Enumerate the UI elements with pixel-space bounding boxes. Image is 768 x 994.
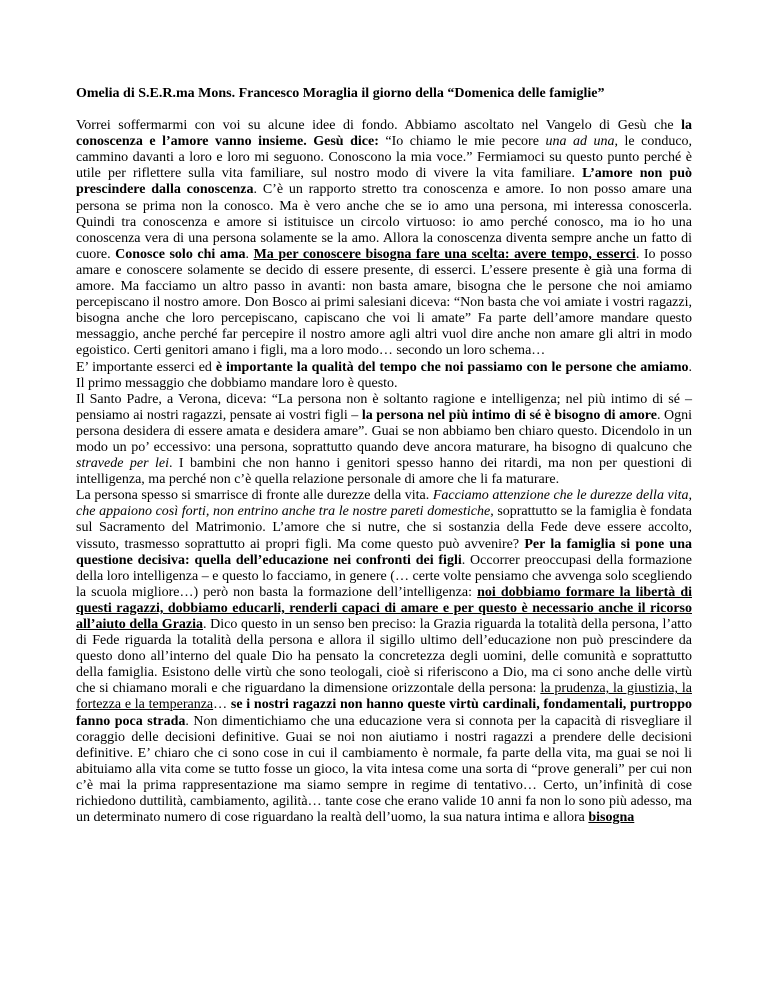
text-run: L’amore non può prescindere dalla conoscenza: [76, 166, 692, 198]
text-run: noi dobbiamo formare la libertà di questi ragazzi, dobbiamo educarli, renderli capaci di amare e per questo è necessario anche il ricorso all’aiuto della Grazia: [76, 584, 692, 632]
paragraph: [76, 392, 692, 489]
text-run: …: [213, 697, 231, 713]
text-run: Conosce solo chi ama: [115, 246, 246, 262]
paragraph: [76, 118, 692, 359]
text-run: se i nostri ragazzi non hanno queste virtù cardinali, fondamentali, purtroppo fanno poca strada: [76, 697, 692, 729]
text-run: Gesù dice:: [313, 134, 379, 150]
text-run: Per la famiglia si pone una questione decisiva: quella dell’educazione nei confronti dei figli: [76, 536, 693, 568]
text-run: Il Santo Padre, a Verona, diceva: “La persona non è soltanto ragione e intelligenza; nel più intimo di sé – pensiamo ai nostri ragazzi, pensate ai vostri figli –: [76, 391, 692, 423]
paragraph: [76, 360, 692, 392]
text-run: bisogna: [588, 810, 635, 826]
text-run: , soprattutto se la famiglia è fondata sul Sacramento del Matrimonio. L’amore che si nutre, che si sostanzia della Fede deve essere accolto, vissuto, trasmesso soprattutto ai propri figli. Ma come questo può avvenire?: [76, 504, 692, 552]
text-run: la conoscenza e l’amore vanno insieme.: [76, 118, 692, 150]
text-run: stravede per lei: [76, 456, 169, 472]
text-run: . Io posso amare e conoscere solamente se decido di essere presente, di esserci. L’essere presente è già una forma di amore. Ma facciamo un altro passo in avanti: non basta amare, bisogna che le persone che noi amiamo percepiscano il nostro amore. Don Bosco ai primi salesiani diceva: “Non basta che voi amiate i vostri ragazzi, bisogna anche che loro percepiscano, capiscano che voi li amate” Fa parte dell’amore mandare questo messaggio, anche perché far percepire il nostro amore agli altri vuol dire anche non amare gli altri in modo egoistico. Certi genitori amano i figli, ma a loro modo… secondo un loro schema…: [76, 246, 693, 359]
text-run: . C’è un rapporto stretto tra conoscenza e amore. Io non posso amare una persona se prima non la conosco. Ma è vero anche che se io amo una persona, mi interessa conoscerla. Quindi tra conoscenza e amore si istituisce un circolo virtuoso: io amo perché conosco, ma io ho una conoscenza vera di una persona solamente se la amo. Allora la conoscenza diventa sempre anche un fatto di cuore.: [76, 182, 692, 262]
paragraph: [76, 488, 692, 826]
text-run: . Ogni persona desidera di essere amata e desidera amare”. Guai se non abbiamo ben chiaro questo. Dicendolo in un modo un po’ eccessivo: una persona, soprattutto quando deve ancora maturare, ha bisogno di qualcuno che: [76, 407, 693, 455]
text-run: , le conduco, cammino davanti a loro e loro mi seguono. Conoscono la mia voce.” Fermiamoci su questo punto perché è utile per riflettere sulla vita familiare, sul nostro modo di vivere la vita familiare.: [76, 134, 693, 182]
text-run: è importante la qualità del tempo che noi passiamo con le persone che amiamo: [215, 359, 689, 375]
text-run: . Il primo messaggio che dobbiamo mandare loro è questo.: [76, 359, 692, 391]
text-run: . Occorrer preoccupasi della formazione della loro intelligenza – e questo lo facciamo, in genere (… certe volte pensiamo che avvenga solo scegliendo la scuola migliore…) però non basta la formazione dell’intelligenza:: [76, 552, 693, 600]
text-run: “Io chiamo le mie pecore: [378, 134, 546, 150]
text-run: la persona nel più intimo di sé è bisogno di amore: [361, 407, 657, 423]
text-run: Facciamo attenzione che le durezze della vita, che appaiono così forti, non entrino anche tra le nostre pareti domestiche: [76, 488, 692, 520]
text-run: La persona spesso si smarrisce di fronte alle durezze della vita.: [76, 488, 433, 504]
text-run: Ma per conoscere bisogna fare una scelta: avere tempo, esserci: [253, 246, 636, 262]
document-title: Omelia di S.E.R.ma Mons. Francesco Moraglia il giorno della “Domenica delle famiglie”: [76, 86, 605, 101]
text-run: la prudenza, la giustizia, la fortezza e la temperanza: [76, 681, 692, 713]
text-run: una ad una: [545, 134, 615, 150]
text-run: . Non dimentichiamo che una educazione vera si connota per la capacità di risvegliare il coraggio delle decisioni definitive. Guai se noi non aiutiamo i nostri ragazzi a prendere delle decisioni definitive. E’ chiaro che ci sono cose in cui il cambiamento è normale, fa parte della vita, ma guai se noi li abituiamo alla vita come se tutto fosse un gioco, la vita intesa come una sorta di “prove generali” per cui non c’è mai la prima rappresentazione ma siamo sempre in regime di tentativo… Certo, un’infinità di cose richiedono duttilità, cambiamento, agilità… tante cose che erano valide 10 anni fa non lo sono più adesso, ma un determinato numero di cose riguardano la realtà dell’uomo, la sua natura intima e allora: [76, 713, 692, 826]
text-run: E’ importante esserci ed: [76, 359, 216, 375]
text-run: .: [245, 246, 254, 262]
text-run: . I bambini che non hanno i genitori spesso hanno dei ritardi, ma non per questioni di intelligenza, ma perché non c’è quella relazione personale di amore che li fa maturare.: [76, 456, 692, 488]
text-run: . Dico questo in un senso ben preciso: la Grazia riguarda la totalità della persona, l’atto di Fede riguarda la totalità della persona e allora il sigillo ultimo dell’educazione non può prescindere da questo dono all’interno del quale Dio ha pensato la concretezza degli uomini, delle comunità e soprattutto della famiglia. Esistono delle virtù che sono teologali, cioè si riferiscono a Dio, ma ci sono anche delle virtù che si chiamano morali e che riguardano la dimensione orizzontale della persona:: [76, 617, 692, 697]
document-body: [76, 118, 692, 826]
text-run: Vorrei soffermarmi con voi su alcune idee di fondo. Abbiamo ascoltato nel Vangelo di Gesù che: [76, 118, 682, 134]
